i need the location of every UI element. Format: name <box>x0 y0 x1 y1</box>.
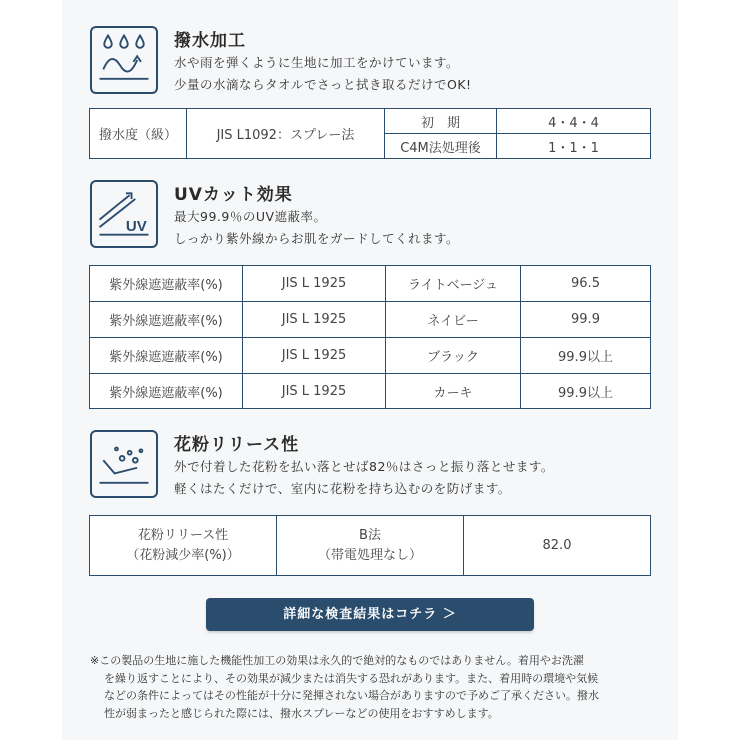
pollen-release-icon <box>90 430 158 498</box>
condition-c4m: C4M法処理後 <box>385 134 497 159</box>
pollen-desc-1: 外で付着した花粉を払い落とせば82％はさっと振り落とせます。 <box>174 459 554 474</box>
table-row <box>90 266 651 302</box>
table-row <box>90 338 651 374</box>
pollen-label-line1: 花粉リリース性 <box>137 527 229 543</box>
table-row <box>90 302 651 338</box>
pollen-title: 花粉リリース性 <box>174 435 300 455</box>
water-repellent-desc-2: 少量の水滴ならタオルでさっと拭き取るだけでOK! <box>174 77 472 92</box>
note-line-4: 性が弱まったと感じられた際には、撥水スプレーなどの使用をおすすめします。 <box>104 706 499 720</box>
water-repellent-table <box>89 108 651 159</box>
pollen-method-line1: B法 <box>359 527 381 543</box>
uv-cut-table <box>89 265 651 409</box>
uv-cut-desc-2: しっかり紫外線からお肌をガードしてくれます。 <box>174 231 460 246</box>
condition-initial: 初 期 <box>385 109 497 134</box>
pollen-value: 82.0 <box>464 516 651 576</box>
pollen-method-line2: （帯電処理なし） <box>317 547 422 563</box>
pollen-desc-2: 軽くはたくだけで、室内に花粉を持ち込むのを防げます。 <box>174 481 511 496</box>
uv-color: ネイビー <box>386 302 521 338</box>
uv-method: JIS L 1925 <box>243 266 386 302</box>
uv-label: 紫外線遮遮蔽率(%) <box>90 266 243 302</box>
uv-value: 96.5 <box>521 266 651 302</box>
pollen-method <box>277 516 464 576</box>
uv-value: 99.9以上 <box>521 374 651 409</box>
uv-cut-desc-1: 最大99.9％のUV遮蔽率。 <box>174 209 327 224</box>
value-initial: 4・4・4 <box>497 109 651 134</box>
water-repellent-method: JIS L1092：スプレー法 <box>187 109 385 159</box>
uv-label: 紫外線遮遮蔽率(%) <box>90 338 243 374</box>
water-repellent-desc-1: 水や雨を弾くように生地に加工をかけています。 <box>174 55 460 70</box>
uv-method: JIS L 1925 <box>243 302 386 338</box>
pollen-table <box>89 515 651 576</box>
table-row <box>90 374 651 409</box>
pollen-label-line2: （花粉減少率(%)） <box>126 547 240 563</box>
disclaimer-note <box>90 652 660 722</box>
uv-color: ブラック <box>386 338 521 374</box>
note-line-2: を繰り返すことにより、その効果が減少または消失する恐れがあります。また、着用時の環境や気候 <box>104 671 599 685</box>
water-repellent-label: 撥水度（級） <box>90 109 187 159</box>
uv-cut-title: UVカット効果 <box>174 185 293 205</box>
uv-method: JIS L 1925 <box>243 338 386 374</box>
pollen-label <box>90 516 277 576</box>
uv-method: JIS L 1925 <box>243 374 386 409</box>
note-line-3: などの条件によってはその性能が十分に発揮されない場合がありますので予めご了承ください。撥水 <box>104 689 599 702</box>
note-line-1: ※この製品の生地に施した機能性加工の効果は永久的で絶対的なものではありません。着用やお洗濯 <box>90 654 584 667</box>
uv-color: ライトベージュ <box>386 266 521 302</box>
uv-label: 紫外線遮遮蔽率(%) <box>90 374 243 409</box>
uv-value: 99.9以上 <box>521 338 651 374</box>
water-repellent-title: 撥水加工 <box>174 31 246 51</box>
water-drops-icon <box>90 26 158 94</box>
uv-color: カーキ <box>386 374 521 409</box>
value-c4m: 1・1・1 <box>497 134 651 159</box>
uv-label: 紫外線遮遮蔽率(%) <box>90 302 243 338</box>
uv-shield-icon <box>90 180 158 248</box>
uv-icon-label: UV <box>125 217 147 235</box>
detailed-results-button[interactable]: 詳細な検査結果はコチラ ＞ <box>206 598 534 631</box>
uv-value: 99.9 <box>521 302 651 338</box>
